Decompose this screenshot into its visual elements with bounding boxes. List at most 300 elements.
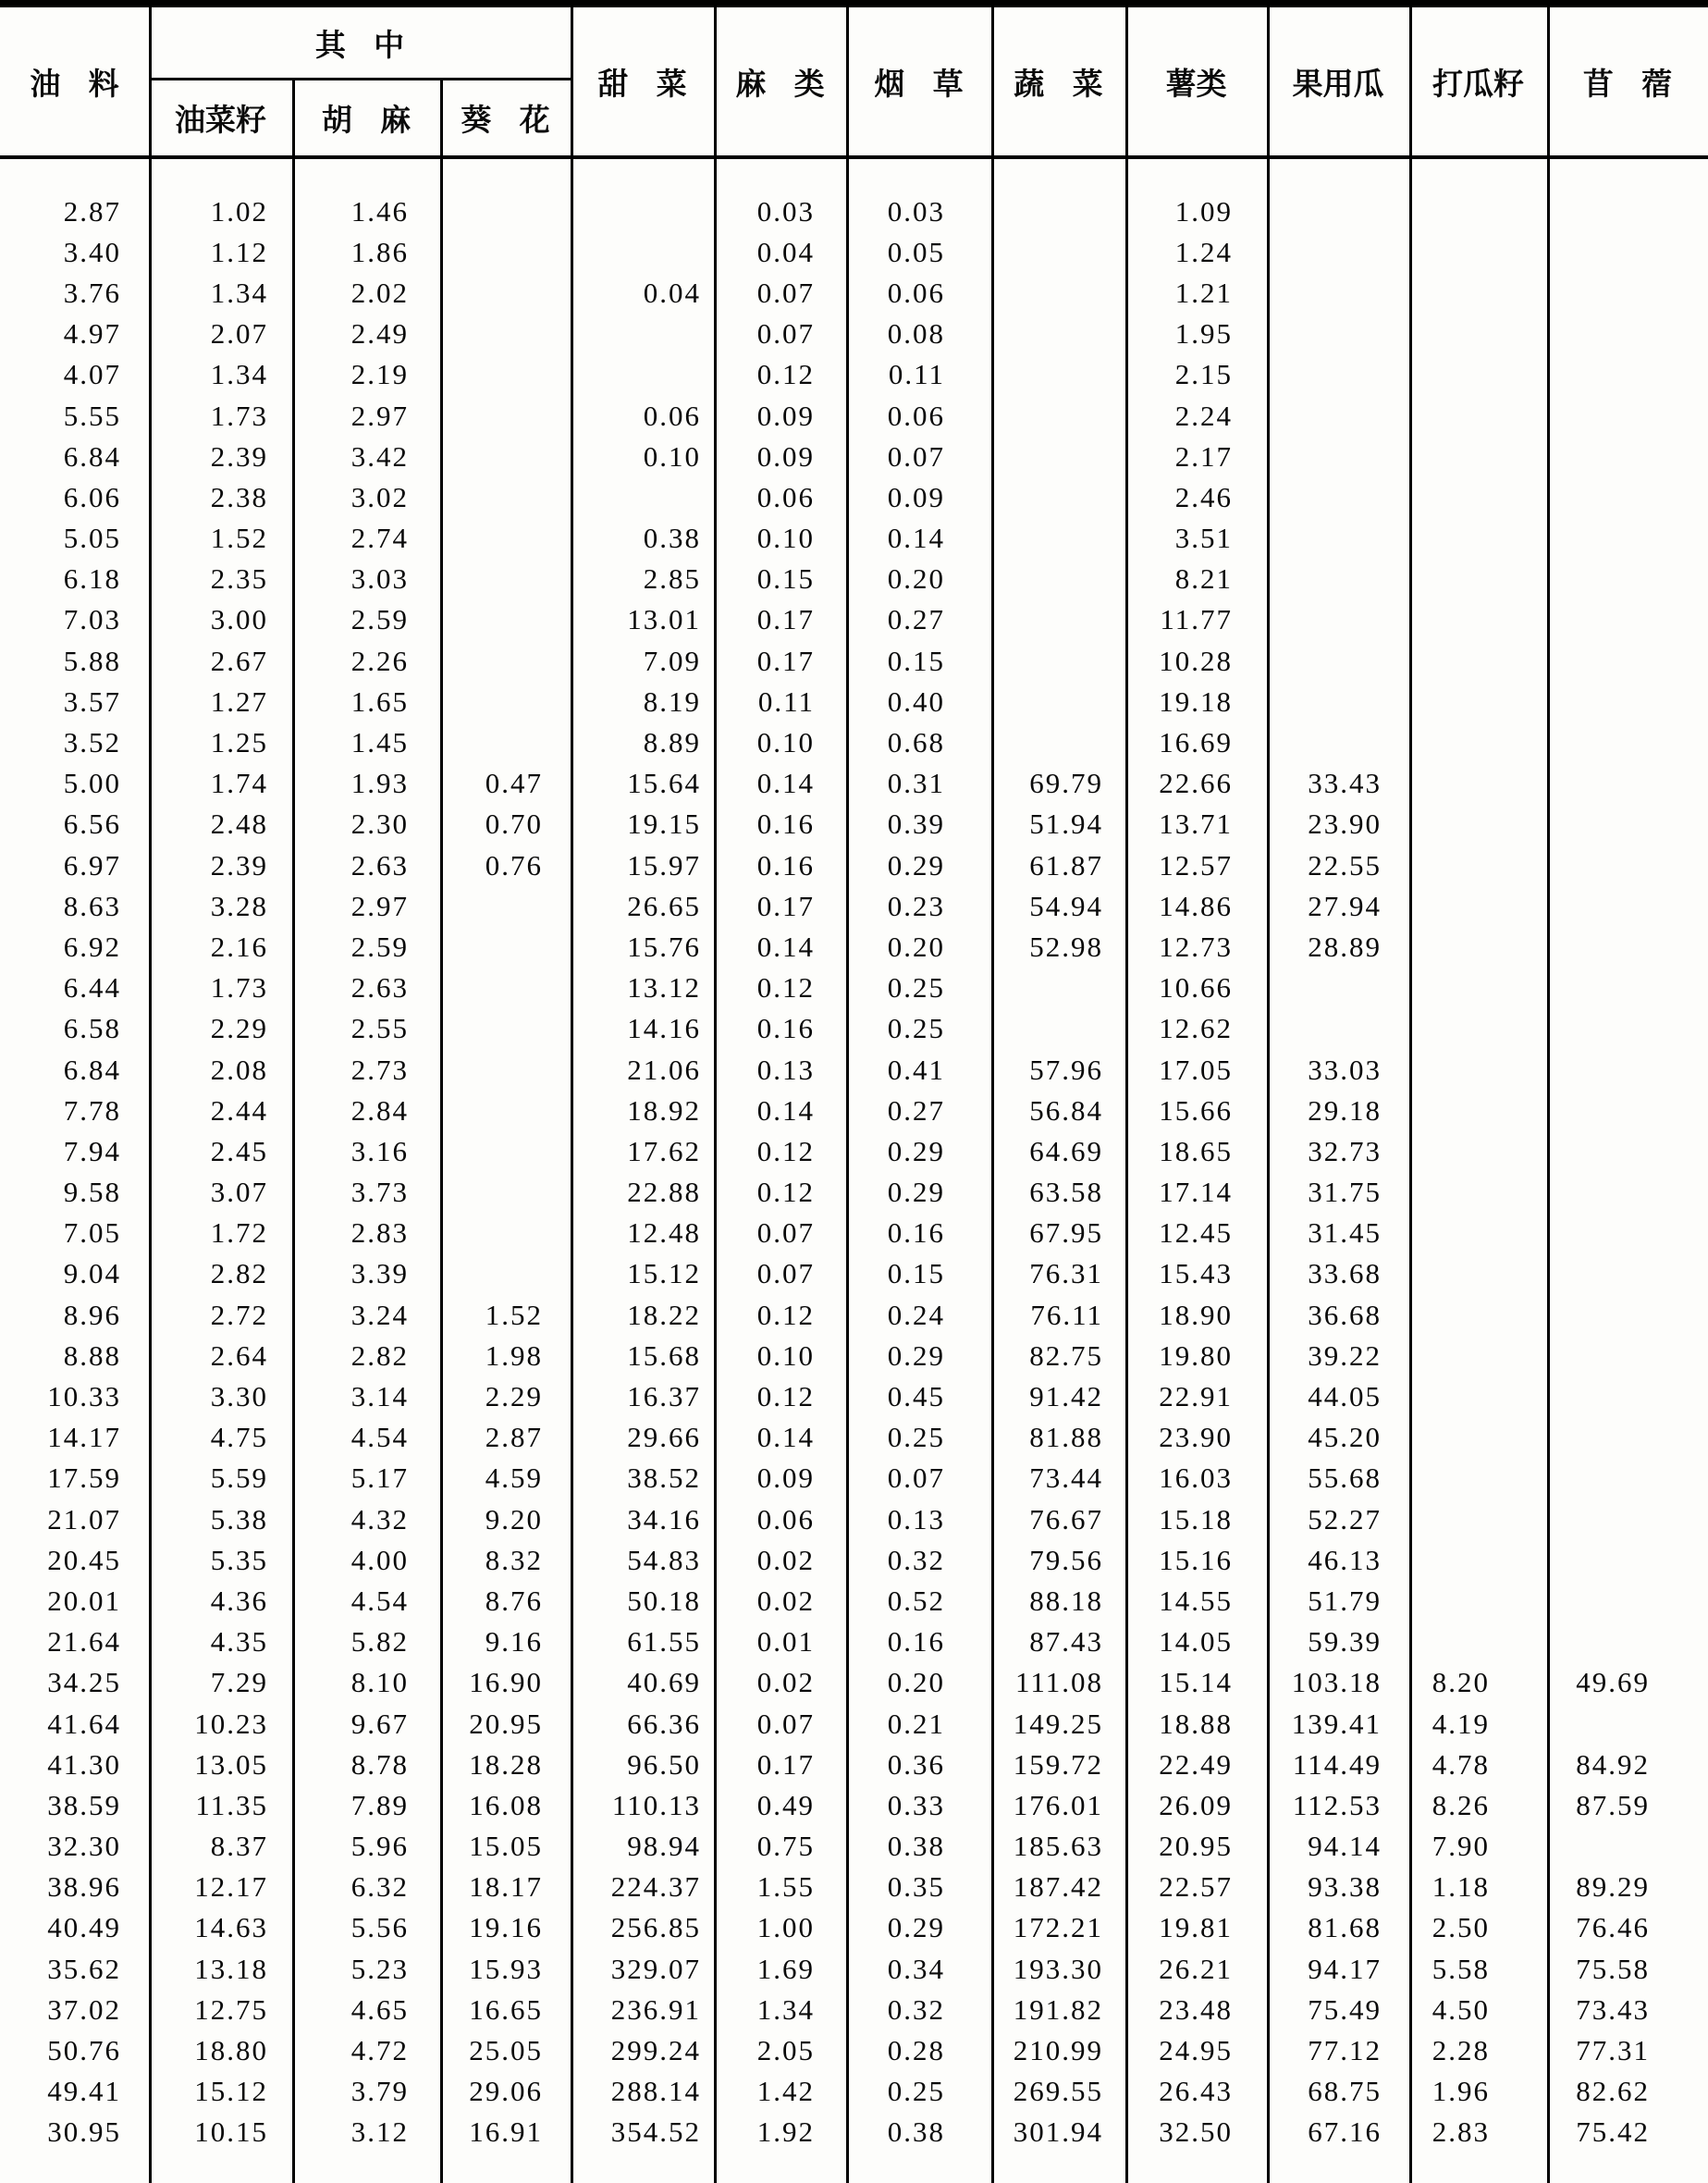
table-cell: 6.97 bbox=[63, 848, 121, 882]
table-cell: 59.39 bbox=[1308, 1625, 1382, 1659]
table-cell: 3.39 bbox=[350, 1257, 409, 1290]
table-cell: 1.45 bbox=[350, 726, 409, 759]
table-row bbox=[0, 2071, 1708, 2112]
table-cell: 6.06 bbox=[63, 480, 121, 513]
table-cell: 2.17 bbox=[1174, 439, 1233, 473]
table-cell: 4.75 bbox=[210, 1421, 268, 1454]
table-cell: 2.08 bbox=[210, 1053, 268, 1086]
table-cell: 2.97 bbox=[350, 399, 409, 432]
table-cell: 31.45 bbox=[1308, 1216, 1382, 1250]
table-row bbox=[0, 1049, 1708, 1090]
table-cell: 36.68 bbox=[1308, 1298, 1382, 1331]
table-row bbox=[0, 1008, 1708, 1049]
table-cell: 4.97 bbox=[63, 317, 121, 351]
table-cell: 0.70 bbox=[485, 808, 543, 841]
table-cell: 210.99 bbox=[1013, 2034, 1103, 2067]
table-cell: 50.18 bbox=[627, 1584, 701, 1617]
table-row bbox=[0, 395, 1708, 436]
table-cell: 2.24 bbox=[1174, 399, 1233, 432]
table-cell: 22.66 bbox=[1159, 767, 1233, 800]
table-cell: 0.06 bbox=[756, 480, 815, 513]
table-row bbox=[0, 231, 1708, 272]
table-cell: 8.96 bbox=[63, 1298, 121, 1331]
table-cell: 10.66 bbox=[1159, 971, 1233, 1005]
table-cell: 16.91 bbox=[469, 2115, 543, 2149]
table-cell: 114.49 bbox=[1292, 1747, 1382, 1781]
table-cell: 1.00 bbox=[756, 1911, 815, 1944]
table-cell: 26.65 bbox=[627, 889, 701, 922]
table-cell: 7.89 bbox=[350, 1788, 409, 1821]
table-row bbox=[0, 1580, 1708, 1621]
group-header-of-which: 其 中 bbox=[314, 29, 405, 63]
table-cell: 0.21 bbox=[887, 1707, 945, 1740]
table-cell: 18.88 bbox=[1159, 1707, 1233, 1740]
table-cell: 17.05 bbox=[1159, 1053, 1233, 1086]
table-row bbox=[0, 763, 1708, 804]
table-cell: 1.74 bbox=[210, 767, 268, 800]
table-cell: 0.24 bbox=[887, 1298, 945, 1331]
table-cell: 3.24 bbox=[350, 1298, 409, 1331]
table-cell: 12.48 bbox=[627, 1216, 701, 1250]
table-cell: 5.58 bbox=[1432, 1952, 1490, 1985]
table-cell: 22.91 bbox=[1159, 1380, 1233, 1413]
table-cell: 0.09 bbox=[887, 480, 945, 513]
table-cell: 69.79 bbox=[1029, 767, 1103, 800]
table-cell: 14.63 bbox=[194, 1911, 268, 1944]
table-cell: 45.20 bbox=[1308, 1421, 1382, 1454]
table-cell: 22.88 bbox=[627, 1176, 701, 1209]
table-cell: 7.90 bbox=[1432, 1830, 1490, 1863]
table-cell: 185.63 bbox=[1013, 1830, 1103, 1863]
table-cell: 94.17 bbox=[1308, 1952, 1382, 1985]
col-header-alfalfa: 苜 蓿 bbox=[1582, 68, 1673, 102]
table-cell: 0.17 bbox=[756, 1747, 815, 1781]
col-header-sugar-beet: 甜 菜 bbox=[597, 68, 687, 102]
table-row bbox=[0, 1826, 1708, 1867]
table-cell: 87.59 bbox=[1576, 1788, 1650, 1821]
table-cell: 52.27 bbox=[1308, 1502, 1382, 1536]
table-cell: 0.25 bbox=[887, 1012, 945, 1045]
table-cell: 12.45 bbox=[1159, 1216, 1233, 1250]
table-cell: 49.69 bbox=[1576, 1666, 1650, 1699]
table-cell: 0.12 bbox=[756, 1176, 815, 1209]
table-cell: 9.58 bbox=[63, 1176, 121, 1209]
table-cell: 3.14 bbox=[350, 1380, 409, 1413]
table-cell: 0.45 bbox=[887, 1380, 945, 1413]
table-row bbox=[0, 1662, 1708, 1703]
table-cell: 2.83 bbox=[1432, 2115, 1490, 2149]
table-cell: 18.65 bbox=[1159, 1134, 1233, 1167]
col-header-rapeseed: 油菜籽 bbox=[175, 105, 266, 138]
table-cell: 0.09 bbox=[756, 1462, 815, 1495]
table-cell: 49.41 bbox=[47, 2075, 121, 2108]
table-cell: 16.69 bbox=[1159, 726, 1233, 759]
table-cell: 0.10 bbox=[756, 726, 815, 759]
table-cell: 38.52 bbox=[627, 1462, 701, 1495]
table-cell: 38.59 bbox=[47, 1788, 121, 1821]
table-cell: 22.49 bbox=[1159, 1747, 1233, 1781]
table-cell: 2.16 bbox=[210, 930, 268, 963]
table-cell: 2.59 bbox=[350, 930, 409, 963]
table-cell: 2.05 bbox=[756, 2034, 815, 2067]
table-cell: 15.18 bbox=[1159, 1502, 1233, 1536]
table-cell: 67.95 bbox=[1029, 1216, 1103, 1250]
table-cell: 1.52 bbox=[485, 1298, 543, 1331]
table-cell: 18.28 bbox=[469, 1747, 543, 1781]
table-cell: 236.91 bbox=[610, 1992, 701, 2026]
table-cell: 23.90 bbox=[1308, 808, 1382, 841]
table-cell: 0.07 bbox=[756, 1707, 815, 1740]
table-cell: 0.17 bbox=[756, 603, 815, 636]
table-cell: 50.76 bbox=[47, 2034, 121, 2067]
table-row bbox=[0, 1458, 1708, 1498]
table-cell: 13.05 bbox=[194, 1747, 268, 1781]
table-cell: 8.19 bbox=[643, 684, 701, 718]
table-cell: 6.18 bbox=[63, 562, 121, 596]
table-cell: 2.19 bbox=[350, 358, 409, 391]
col-header-fiber-crops: 麻 类 bbox=[735, 68, 825, 102]
table-cell: 12.17 bbox=[194, 1870, 268, 1904]
table-cell: 2.49 bbox=[350, 317, 409, 351]
table-cell: 76.11 bbox=[1030, 1298, 1103, 1331]
table-cell: 1.73 bbox=[210, 399, 268, 432]
table-cell: 0.07 bbox=[756, 1216, 815, 1250]
table-cell: 33.68 bbox=[1308, 1257, 1382, 1290]
table-cell: 16.08 bbox=[469, 1788, 543, 1821]
table-cell: 4.50 bbox=[1432, 1992, 1490, 2026]
table-cell: 15.12 bbox=[627, 1257, 701, 1290]
table-cell: 16.37 bbox=[627, 1380, 701, 1413]
table-cell: 1.96 bbox=[1432, 2075, 1490, 2108]
table-row bbox=[0, 681, 1708, 722]
table-cell: 329.07 bbox=[610, 1952, 701, 1985]
table-cell: 1.25 bbox=[210, 726, 268, 759]
table-cell: 0.06 bbox=[887, 399, 945, 432]
table-cell: 0.20 bbox=[887, 1666, 945, 1699]
table-cell: 301.94 bbox=[1013, 2115, 1103, 2149]
table-cell: 3.30 bbox=[210, 1380, 268, 1413]
table-cell: 0.31 bbox=[887, 767, 945, 800]
table-cell: 3.28 bbox=[210, 889, 268, 922]
table-row bbox=[0, 885, 1708, 926]
table-cell: 14.16 bbox=[627, 1012, 701, 1045]
table-row bbox=[0, 1744, 1708, 1784]
table-row bbox=[0, 272, 1708, 313]
table-cell: 0.12 bbox=[756, 1134, 815, 1167]
table-cell: 14.17 bbox=[47, 1421, 121, 1454]
table-cell: 0.47 bbox=[485, 767, 543, 800]
table-cell: 2.30 bbox=[350, 808, 409, 841]
table-row bbox=[0, 1417, 1708, 1458]
table-cell: 0.25 bbox=[887, 971, 945, 1005]
table-cell: 20.01 bbox=[47, 1584, 121, 1617]
table-cell: 6.56 bbox=[63, 808, 121, 841]
table-cell: 1.52 bbox=[210, 522, 268, 555]
table-cell: 2.59 bbox=[350, 603, 409, 636]
table-cell: 52.98 bbox=[1029, 930, 1103, 963]
table-cell: 3.52 bbox=[63, 726, 121, 759]
table-cell: 3.79 bbox=[350, 2075, 409, 2108]
table-cell: 2.26 bbox=[350, 644, 409, 677]
table-row bbox=[0, 1907, 1708, 1948]
table-cell: 0.16 bbox=[756, 1012, 815, 1045]
table-cell: 0.10 bbox=[756, 522, 815, 555]
table-cell: 10.33 bbox=[47, 1380, 121, 1413]
table-cell: 2.87 bbox=[485, 1421, 543, 1454]
table-cell: 19.81 bbox=[1159, 1911, 1233, 1944]
table-cell: 81.68 bbox=[1308, 1911, 1382, 1944]
table-row bbox=[0, 722, 1708, 762]
table-cell: 18.92 bbox=[627, 1093, 701, 1127]
table-cell: 0.20 bbox=[887, 562, 945, 596]
table-cell: 8.37 bbox=[210, 1830, 268, 1863]
table-cell: 1.69 bbox=[756, 1952, 815, 1985]
table-cell: 149.25 bbox=[1013, 1707, 1103, 1740]
table-cell: 2.82 bbox=[210, 1257, 268, 1290]
table-row bbox=[0, 1294, 1708, 1335]
table-cell: 18.80 bbox=[194, 2034, 268, 2067]
table-cell: 15.97 bbox=[627, 848, 701, 882]
table-cell: 19.18 bbox=[1159, 684, 1233, 718]
table-cell: 15.05 bbox=[469, 1830, 543, 1863]
col-header-seed-melon: 打瓜籽 bbox=[1432, 68, 1524, 102]
table-cell: 110.13 bbox=[611, 1788, 701, 1821]
table-cell: 288.14 bbox=[610, 2075, 701, 2108]
table-cell: 19.80 bbox=[1159, 1338, 1233, 1372]
table-cell: 6.58 bbox=[63, 1012, 121, 1045]
table-cell: 0.75 bbox=[756, 1830, 815, 1863]
table-cell: 0.38 bbox=[643, 522, 701, 555]
table-row bbox=[0, 926, 1708, 967]
table-cell: 88.18 bbox=[1029, 1584, 1103, 1617]
table-cell: 11.35 bbox=[195, 1788, 268, 1821]
table-cell: 1.93 bbox=[350, 767, 409, 800]
table-cell: 0.02 bbox=[756, 1543, 815, 1576]
table-cell: 0.16 bbox=[887, 1216, 945, 1250]
table-row bbox=[0, 1498, 1708, 1539]
table-cell: 103.18 bbox=[1291, 1666, 1382, 1699]
table-cell: 16.90 bbox=[469, 1666, 543, 1699]
table-cell: 0.76 bbox=[485, 848, 543, 882]
table-cell: 8.89 bbox=[643, 726, 701, 759]
table-cell: 41.30 bbox=[47, 1747, 121, 1781]
table-cell: 0.16 bbox=[756, 848, 815, 882]
table-cell: 0.32 bbox=[887, 1992, 945, 2026]
table-cell: 2.63 bbox=[350, 971, 409, 1005]
table-cell: 8.76 bbox=[485, 1584, 543, 1617]
table-row bbox=[0, 1130, 1708, 1171]
table-cell: 1.27 bbox=[210, 684, 268, 718]
table-cell: 8.26 bbox=[1432, 1788, 1490, 1821]
table-cell: 30.95 bbox=[47, 2115, 121, 2149]
table-cell: 17.62 bbox=[627, 1134, 701, 1167]
table-cell: 2.97 bbox=[350, 889, 409, 922]
table-row bbox=[0, 1375, 1708, 1416]
table-cell: 31.75 bbox=[1308, 1176, 1382, 1209]
table-cell: 17.59 bbox=[47, 1462, 121, 1495]
table-cell: 32.73 bbox=[1308, 1134, 1382, 1167]
table-cell: 1.86 bbox=[350, 235, 409, 268]
table-cell: 15.76 bbox=[627, 930, 701, 963]
table-cell: 7.03 bbox=[63, 603, 121, 636]
table-cell: 1.34 bbox=[210, 358, 268, 391]
table-row bbox=[0, 1090, 1708, 1130]
table-cell: 2.45 bbox=[210, 1134, 268, 1167]
table-row bbox=[0, 436, 1708, 476]
table-cell: 0.52 bbox=[887, 1584, 945, 1617]
table-cell: 0.09 bbox=[756, 399, 815, 432]
table-cell: 4.72 bbox=[350, 2034, 409, 2067]
table-cell: 0.25 bbox=[887, 2075, 945, 2108]
table-cell: 1.98 bbox=[485, 1338, 543, 1372]
table-cell: 82.62 bbox=[1576, 2075, 1650, 2108]
table-cell: 0.38 bbox=[887, 1830, 945, 1863]
table-cell: 7.09 bbox=[643, 644, 701, 677]
table-cell: 0.10 bbox=[643, 439, 701, 473]
table-cell: 2.44 bbox=[210, 1093, 268, 1127]
table-cell: 0.14 bbox=[756, 1093, 815, 1127]
table-row bbox=[0, 354, 1708, 395]
table-row bbox=[0, 314, 1708, 354]
table-row bbox=[0, 1948, 1708, 1989]
table-cell: 0.14 bbox=[756, 767, 815, 800]
table-cell: 39.22 bbox=[1308, 1338, 1382, 1372]
table-cell: 0.04 bbox=[643, 276, 701, 309]
table-cell: 0.15 bbox=[887, 1257, 945, 1290]
table-cell: 75.49 bbox=[1308, 1992, 1382, 2026]
table-cell: 0.32 bbox=[887, 1543, 945, 1576]
table-cell: 16.03 bbox=[1159, 1462, 1233, 1495]
table-cell: 33.03 bbox=[1308, 1053, 1382, 1086]
table-cell: 76.46 bbox=[1576, 1911, 1650, 1944]
top-rule bbox=[0, 0, 1708, 7]
table-cell: 4.07 bbox=[63, 358, 121, 391]
table-cell: 0.03 bbox=[756, 194, 815, 228]
table-cell: 12.75 bbox=[194, 1992, 268, 2026]
table-cell: 0.06 bbox=[756, 1502, 815, 1536]
table-row bbox=[0, 968, 1708, 1008]
table-cell: 0.07 bbox=[756, 1257, 815, 1290]
table-cell: 16.65 bbox=[469, 1992, 543, 2026]
table-cell: 34.25 bbox=[47, 1666, 121, 1699]
table-cell: 0.16 bbox=[756, 808, 815, 841]
table-cell: 0.39 bbox=[887, 808, 945, 841]
table-cell: 3.76 bbox=[63, 276, 121, 309]
table-cell: 0.09 bbox=[756, 439, 815, 473]
table-cell: 15.16 bbox=[1159, 1543, 1233, 1576]
table-cell: 61.55 bbox=[627, 1625, 701, 1659]
table-cell: 1.55 bbox=[756, 1870, 815, 1904]
table-cell: 0.12 bbox=[756, 1380, 815, 1413]
table-cell: 5.59 bbox=[210, 1462, 268, 1495]
table-cell: 21.64 bbox=[47, 1625, 121, 1659]
table-cell: 77.12 bbox=[1308, 2034, 1382, 2067]
table-cell: 40.49 bbox=[47, 1911, 121, 1944]
table-cell: 21.07 bbox=[47, 1502, 121, 1536]
table-cell: 6.84 bbox=[63, 1053, 121, 1086]
table-cell: 4.19 bbox=[1432, 1707, 1490, 1740]
table-cell: 0.68 bbox=[887, 726, 945, 759]
table-cell: 5.55 bbox=[63, 399, 121, 432]
table-cell: 12.62 bbox=[1159, 1012, 1233, 1045]
table-cell: 77.31 bbox=[1576, 2034, 1650, 2067]
table-cell: 5.88 bbox=[63, 644, 121, 677]
table-cell: 2.67 bbox=[210, 644, 268, 677]
table-cell: 0.17 bbox=[756, 644, 815, 677]
table-cell: 7.29 bbox=[210, 1666, 268, 1699]
col-header-tobacco: 烟 草 bbox=[874, 68, 964, 102]
table-cell: 23.48 bbox=[1159, 1992, 1233, 2026]
table-cell: 3.73 bbox=[350, 1176, 409, 1209]
table-cell: 4.65 bbox=[350, 1992, 409, 2026]
table-cell: 0.12 bbox=[756, 358, 815, 391]
table-cell: 25.05 bbox=[469, 2034, 543, 2067]
table-cell: 8.21 bbox=[1174, 562, 1233, 596]
table-cell: 9.16 bbox=[485, 1625, 543, 1659]
table-cell: 0.36 bbox=[887, 1747, 945, 1781]
table-cell: 7.78 bbox=[63, 1093, 121, 1127]
table-cell: 139.41 bbox=[1291, 1707, 1382, 1740]
table-cell: 0.14 bbox=[887, 522, 945, 555]
table-cell: 2.15 bbox=[1174, 358, 1233, 391]
table-cell: 191.82 bbox=[1013, 1992, 1103, 2026]
table-cell: 14.86 bbox=[1159, 889, 1233, 922]
table-cell: 29.66 bbox=[627, 1421, 701, 1454]
table-row bbox=[0, 1867, 1708, 1907]
table-cell: 18.90 bbox=[1159, 1298, 1233, 1331]
table-cell: 46.13 bbox=[1308, 1543, 1382, 1576]
table-cell: 4.35 bbox=[210, 1625, 268, 1659]
table-cell: 51.94 bbox=[1029, 808, 1103, 841]
table-cell: 13.71 bbox=[1159, 808, 1233, 841]
table-cell: 0.41 bbox=[887, 1053, 945, 1086]
table-cell: 2.64 bbox=[210, 1338, 268, 1372]
table-cell: 4.36 bbox=[210, 1584, 268, 1617]
table-cell: 33.43 bbox=[1308, 767, 1382, 800]
table-cell: 40.69 bbox=[627, 1666, 701, 1699]
table-cell: 19.15 bbox=[627, 808, 701, 841]
table-cell: 8.88 bbox=[63, 1338, 121, 1372]
table-cell: 0.08 bbox=[887, 317, 945, 351]
table-cell: 22.55 bbox=[1308, 848, 1382, 882]
table-cell: 1.34 bbox=[756, 1992, 815, 2026]
table-cell: 2.38 bbox=[210, 480, 268, 513]
table-cell: 15.66 bbox=[1159, 1093, 1233, 1127]
table-cell: 3.00 bbox=[210, 603, 268, 636]
table-cell: 0.29 bbox=[887, 1911, 945, 1944]
table-cell: 159.72 bbox=[1013, 1747, 1103, 1781]
table-cell: 2.55 bbox=[350, 1012, 409, 1045]
table-cell: 2.35 bbox=[210, 562, 268, 596]
table-cell: 4.78 bbox=[1432, 1747, 1490, 1781]
table-row bbox=[0, 1989, 1708, 2029]
table-cell: 57.96 bbox=[1029, 1053, 1103, 1086]
table-cell: 2.02 bbox=[350, 276, 409, 309]
table-cell: 111.08 bbox=[1015, 1666, 1103, 1699]
table-cell: 32.30 bbox=[47, 1830, 121, 1863]
table-cell: 0.10 bbox=[756, 1338, 815, 1372]
table-row bbox=[0, 845, 1708, 885]
table-cell: 75.58 bbox=[1576, 1952, 1650, 1985]
table-cell: 1.73 bbox=[210, 971, 268, 1005]
table-cell: 2.87 bbox=[63, 194, 121, 228]
table-cell: 3.02 bbox=[350, 480, 409, 513]
table-cell: 1.72 bbox=[210, 1216, 268, 1250]
table-cell: 0.49 bbox=[756, 1788, 815, 1821]
table-cell: 0.13 bbox=[887, 1502, 945, 1536]
table-cell: 0.16 bbox=[887, 1625, 945, 1659]
table-cell: 0.27 bbox=[887, 1093, 945, 1127]
